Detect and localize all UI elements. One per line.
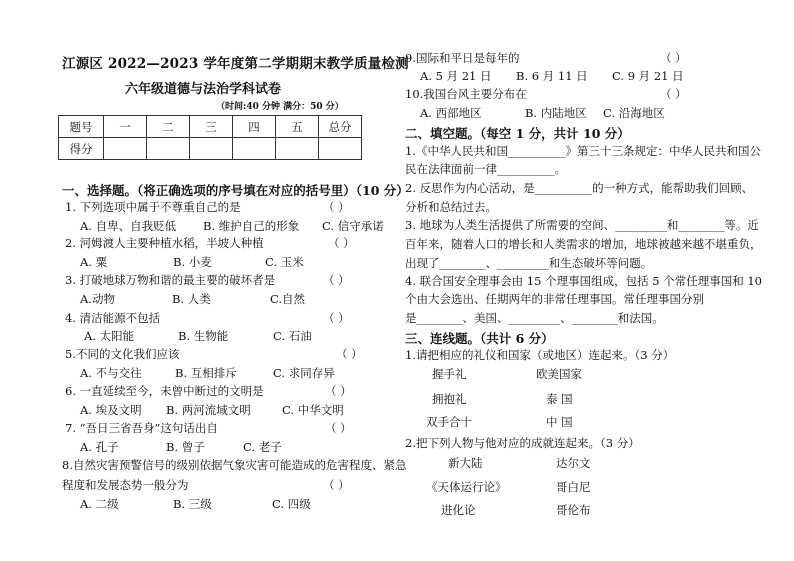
match-right-item[interactable]: 哥白尼	[556, 480, 591, 494]
match-right-item[interactable]: 中 国	[546, 415, 573, 429]
score-row-label: 得分	[59, 138, 104, 160]
option-c: C. 信守承诺	[322, 219, 384, 233]
question-text: 9.国际和平日是每年的	[405, 51, 520, 65]
score-table-header: 四	[233, 116, 276, 138]
option-b: B. 曾子	[166, 440, 205, 454]
score-table-header: 题号	[59, 116, 104, 138]
score-table	[58, 115, 362, 160]
option-a: A.动物	[80, 292, 115, 306]
question-text: 5.不同的文化我们应该	[65, 347, 180, 361]
match-left-item[interactable]: 新大陆	[448, 456, 483, 470]
match-left-item[interactable]: 进化论	[441, 503, 476, 517]
score-cell[interactable]	[319, 138, 362, 160]
exam-title: 江源区 2022—2023 学年度第二学期期末教学质量检测	[62, 56, 409, 72]
fill-line: 2. 反思作为内心活动，是__________的一种方式，能帮助我们回顾、	[405, 181, 754, 195]
answer-paren[interactable]: （ ）	[323, 273, 350, 287]
answer-paren[interactable]: （ ）	[660, 87, 687, 101]
match-left-item[interactable]: 握手礼	[432, 367, 467, 381]
section1-heading: 一、选择题。（将正确选项的序号填在对应的括号里）（10 分）	[62, 183, 409, 198]
option-b: B. 内陆地区	[525, 106, 587, 120]
option-a: A. 埃及文明	[80, 403, 142, 417]
option-b: B. 6 月 11 日	[516, 69, 588, 83]
score-table-header: 二	[147, 116, 190, 138]
option-b: B. 小麦	[173, 255, 212, 269]
match-right-item[interactable]: 欧美国家	[536, 367, 582, 381]
question-text: 3. 打破地球万物和谐的最主要的破坏者是	[65, 273, 276, 287]
answer-paren[interactable]: （ ）	[323, 478, 350, 492]
score-cell[interactable]	[104, 138, 147, 160]
option-c: C. 老子	[243, 440, 282, 454]
option-b: B. 维护自己的形象	[203, 219, 300, 233]
option-c: C. 沿海地区	[603, 106, 665, 120]
option-a: A. 不与交往	[80, 366, 142, 380]
fill-line: 出现了________、_________和生态破坏等问题。	[405, 256, 653, 270]
option-c: C. 玉米	[265, 255, 304, 269]
option-b: B. 人类	[172, 292, 211, 306]
question-text: 10.我国台风主要分布在	[405, 87, 527, 101]
option-b: B. 三级	[173, 497, 212, 511]
option-a: A. 自卑、自我贬低	[80, 219, 177, 233]
score-table-header-row	[59, 116, 362, 138]
option-a: A. 二级	[80, 497, 119, 511]
question-text: 8.自然灾害预警信号的级别依据气象灾害可能造成的危害程度、紧急	[62, 458, 407, 472]
fill-line: 3. 地球为人类生活提供了所需要的空间、_________和________等。近	[405, 218, 759, 232]
answer-paren[interactable]: （ ）	[325, 421, 352, 435]
question-text: 4. 清洁能源不包括	[65, 311, 161, 325]
answer-paren[interactable]: （ ）	[323, 200, 350, 214]
fill-line: 1.《中华人民共和国__________》第三十三条规定：中华人民共和国公	[405, 144, 761, 158]
section3-heading: 三、连线题。（共计 6 分）	[405, 331, 554, 346]
option-c: C.自然	[270, 292, 306, 306]
question-text: 6. 一直延续至今，未曾中断过的文明是	[65, 384, 264, 398]
answer-paren[interactable]: （ ）	[325, 384, 352, 398]
fill-line: 分析和总结过去。	[405, 200, 497, 214]
question-text: 7. “吾日三省吾身”这句话出自	[65, 421, 218, 435]
fill-line: 民在法律面前一律__________。	[405, 162, 566, 176]
option-b: B. 互相排斥	[175, 366, 237, 380]
answer-paren[interactable]: （ ）	[323, 311, 350, 325]
fill-line: 百年来，随着人口的增长和人类需求的增加，地球被越来越不堪重负，	[405, 237, 762, 251]
score-table-header: 总分	[319, 116, 362, 138]
option-c: C. 四级	[272, 497, 311, 511]
option-b: B. 两河流域文明	[166, 403, 251, 417]
match-question: 1.请把相应的礼仪和国家（或地区）连起来。（3 分）	[405, 348, 675, 362]
score-table-row	[59, 138, 362, 160]
option-c: C. 中华文明	[282, 403, 344, 417]
answer-paren[interactable]: （ ）	[336, 347, 363, 361]
option-b: B. 生物能	[178, 329, 229, 343]
score-table-header: 五	[276, 116, 319, 138]
option-c: C. 9 月 21 日	[612, 69, 684, 83]
score-cell[interactable]	[190, 138, 233, 160]
answer-paren[interactable]: （ ）	[660, 51, 687, 65]
score-table-header: 三	[190, 116, 233, 138]
option-a: A. 西部地区	[420, 106, 482, 120]
match-right-item[interactable]: 达尔文	[556, 456, 591, 470]
match-left-item[interactable]: 《天体运行论》	[426, 480, 507, 494]
match-left-item[interactable]: 双手合十	[426, 415, 472, 429]
fill-line: 是________、美国、_________、________和法国。	[405, 311, 664, 325]
match-right-item[interactable]: 哥伦布	[556, 503, 591, 517]
question-text: 2. 河姆渡人主要种植水稻，半坡人种植	[65, 236, 264, 250]
option-a: A. 太阳能	[84, 329, 135, 343]
match-right-item[interactable]: 泰 国	[546, 392, 573, 406]
question-text-cont: 程度和发展态势一般分为	[62, 478, 189, 492]
fill-line: 4. 联合国安全理事会由 15 个理事国组成，包括 5 个常任理事国和 10	[405, 274, 762, 288]
score-cell[interactable]	[147, 138, 190, 160]
answer-paren[interactable]: （ ）	[328, 236, 355, 250]
match-left-item[interactable]: 拥抱礼	[432, 392, 467, 406]
option-a: A. 孔子	[80, 440, 119, 454]
score-cell[interactable]	[233, 138, 276, 160]
fill-line: 个由大会选出、任期两年的非常任理事国。常任理事国分别	[405, 292, 704, 306]
score-cell[interactable]	[276, 138, 319, 160]
option-a: A. 粟	[80, 255, 108, 269]
option-a: A. 5 月 21 日	[420, 69, 492, 83]
match-question: 2.把下列人物与他对应的成就连起来。（3 分）	[405, 436, 640, 450]
exam-subtitle: 六年级道德与法治学科试卷	[125, 82, 282, 97]
exam-meta: （时间:40 分钟 满分：50 分）	[216, 102, 344, 112]
option-c: C. 求同存异	[273, 366, 335, 380]
section2-heading: 二、填空题。（每空 1 分，共计 10 分）	[405, 126, 630, 141]
option-c: C. 石油	[273, 329, 312, 343]
score-table-header: 一	[104, 116, 147, 138]
question-text: 1. 下列选项中属于不尊重自己的是	[65, 200, 241, 214]
